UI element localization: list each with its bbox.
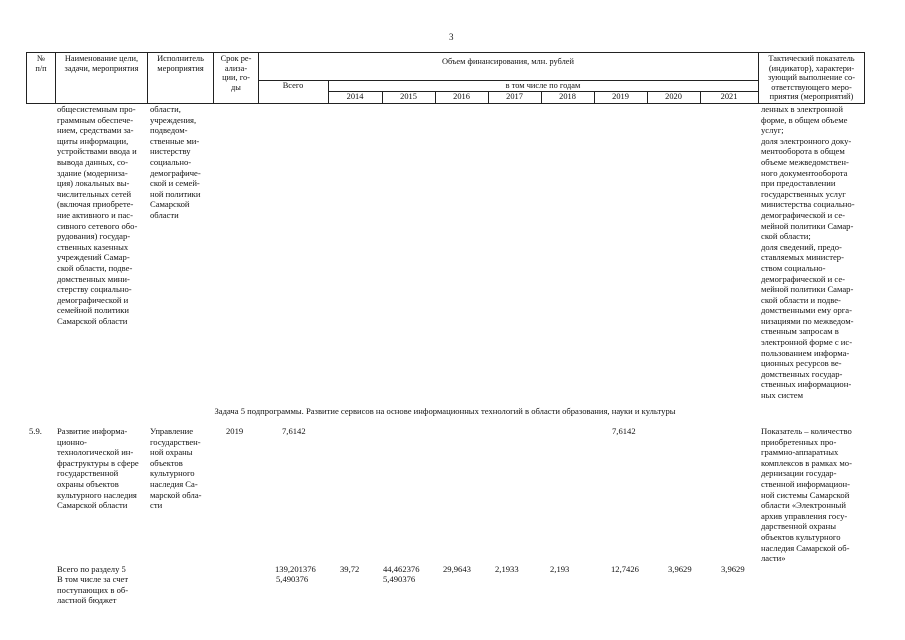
header-financing: Объем финансирования, млн. рублей: [441, 57, 574, 66]
total-2017: 2,1933: [495, 564, 519, 574]
total-2018: 2,193: [550, 564, 570, 574]
total-2021: 3,9629: [721, 564, 745, 574]
header-year: 2021: [720, 92, 738, 101]
header-year: 2020: [665, 92, 682, 101]
row-total: 7,6142: [282, 426, 306, 436]
header-year: 2015: [400, 92, 417, 101]
col-line: [864, 52, 865, 104]
total-2015: 44,462376: [383, 564, 420, 574]
total-2019: 12,7426: [611, 564, 639, 574]
header-num: № п/п: [35, 54, 47, 73]
total-sum: 139,201376: [275, 564, 316, 574]
row-indicator: Показатель – количество приобретенных про- граммно-аппаратных комплексов в рамках мо- дернизации государ- ственной информацион- ной системы Самарской области «Электронный архив управления госу- дарственной охраны объектов культурного наследия Самарской об- ласти»: [761, 426, 852, 564]
header-year: 2019: [612, 92, 629, 101]
incl-2015: 5,490376: [383, 574, 416, 584]
page-number: 3: [449, 32, 454, 42]
header-name: Наименование цели, задачи, мероприятия: [64, 54, 139, 73]
row-name: Развитие информа- ционно- технологической ин- фраструктуры в сфере государственной охраны объектов культурного наследия Самарской области: [57, 426, 139, 511]
header-year: 2017: [506, 92, 523, 101]
total-2020: 3,9629: [668, 564, 692, 574]
cont-row-executor: области, учреждения, подведом- ственные ми- нистерству социально- демографиче- ской и семей- ной политики Самарской области: [150, 104, 201, 220]
header-incl-years: в том числе по годам: [505, 81, 581, 90]
header-total: Всего: [282, 81, 304, 90]
row-number: 5.9.: [29, 426, 42, 436]
header-term: Срок ре- ализа- ции, го- ды: [220, 54, 252, 92]
header-indicator: Тактический показатель (индикатор), характери- зующий выполнение со- ответствующего меро- приятия (мероприятий): [767, 54, 856, 102]
row-executor: Управление государствен- ной охраны объектов культурного наследия Са- марской обла- сти: [150, 426, 202, 511]
row-2019: 7,6142: [612, 426, 636, 436]
header-year: 2014: [346, 92, 364, 101]
total-2014: 39,72: [340, 564, 360, 574]
task-heading: Задача 5 подпрограммы. Развитие сервисов на основе информационных технологий в области образования, науки и культуры: [214, 406, 676, 416]
cont-row-indicator: ленных в электронной форме, в общем объеме услуг; доля электронного доку- ментооборота в общем объеме межведомствен- ного документооборота при предоставлении государственных услуг министерства социально- демографической и се- мейной политики Самар- ской области; доля сведений, предо- ставляемых министер- ством социально- демографической и се- мейной политики Самар- ской области и подве- домственными ему орга- низациями по межведом- ственным запросам в электронной форме с ис- пользованием информа- ционных ресурсов ве- домственных государ- ственных информацион- ных систем: [761, 104, 855, 401]
incl-label: В том числе за счет поступающих в об- ластной бюджет: [57, 574, 129, 606]
header-executor: Исполнитель мероприятия: [157, 54, 204, 73]
header-top-rule: [26, 52, 864, 53]
total-2016: 29,9643: [443, 564, 471, 574]
header-year: 2018: [559, 92, 576, 101]
cont-row-name: общесистемным про- граммным обеспече- нием, средствами за- щиты информации, устройствами ввода и вывода данных, со- здание (модерниза- ция) локальных вы- числительных сетей (включая приобрете- ние активного и пас- сивного сетевого обо- рудования) государ- ственных казенных учреждений Самар- ской области, подве- домственных мини- стерству социально- демографической и семейной политики Самарской области: [57, 104, 138, 326]
row-term: 2019: [226, 426, 244, 436]
incl-sum: 5,490376: [276, 574, 309, 584]
header-year: 2016: [453, 92, 470, 101]
total-label: Всего по разделу 5: [57, 564, 126, 574]
